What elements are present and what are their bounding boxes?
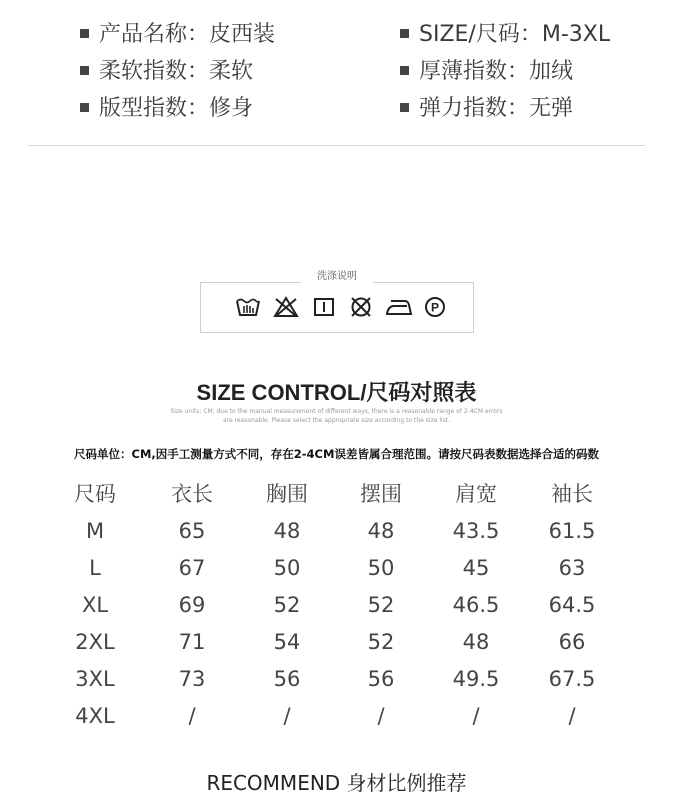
- table-header: 肩宽: [455, 482, 497, 506]
- iron-low-icon: [385, 297, 413, 317]
- table-cell: 67.5: [548, 667, 596, 691]
- size-subtitle-line1: Size units: CM, due to the manual measurement of different ways, there is a reasonable range of 2-4CM errors: [170, 408, 503, 415]
- table-header: 衣长: [171, 482, 213, 506]
- attr-product-name: [80, 20, 275, 50]
- section-divider: [28, 145, 645, 146]
- table-cell: XL: [81, 593, 109, 617]
- bullet-square-icon: [80, 103, 89, 112]
- care-instructions: [200, 270, 474, 334]
- table-cell: 45: [462, 556, 490, 580]
- dry-clean-p-icon: [423, 296, 447, 318]
- attr-fit: [80, 94, 253, 124]
- table-cell: L: [89, 556, 101, 580]
- table-cell: 64.5: [548, 593, 596, 617]
- bullet-square-icon: [80, 29, 89, 38]
- table-cell: 46.5: [452, 593, 500, 617]
- product-attributes: [0, 18, 673, 128]
- attr-size-range-text: SIZE/尺码：M-3XL: [419, 22, 611, 47]
- table-cell: 49.5: [452, 667, 500, 691]
- table-cell: /: [188, 704, 196, 728]
- table-cell: /: [377, 704, 385, 728]
- bullet-square-icon: [80, 66, 89, 75]
- table-cell: 50: [273, 556, 301, 580]
- dry-clean-letter: P: [430, 300, 440, 315]
- bullet-square-icon: [400, 66, 409, 75]
- table-cell: 73: [178, 667, 206, 691]
- table-cell: 52: [367, 630, 395, 654]
- table-cell: /: [568, 704, 576, 728]
- size-subtitle-line2: are reasonable. Please select the appropriate size according to the size list.: [222, 417, 451, 424]
- care-title: 洗涤说明: [317, 271, 357, 282]
- table-cell: 43.5: [452, 519, 500, 543]
- attr-product-name-text: 产品名称：皮西装: [99, 22, 276, 47]
- table-cell: /: [283, 704, 291, 728]
- size-control-title: SIZE CONTROL/尺码对照表: [196, 380, 477, 405]
- table-cell: /: [472, 704, 480, 728]
- attr-softness: [80, 57, 253, 87]
- table-cell: 50: [367, 556, 395, 580]
- table-cell: 4XL: [75, 704, 115, 728]
- no-tumble-dry-icon: [349, 296, 373, 318]
- bullet-square-icon: [400, 29, 409, 38]
- table-cell: M: [85, 519, 105, 543]
- table-cell: 52: [273, 593, 301, 617]
- attr-thickness-text: 厚薄指数：加绒: [419, 59, 574, 84]
- no-bleach-icon: [273, 296, 299, 318]
- table-cell: 69: [178, 593, 206, 617]
- table-header: 尺码: [74, 482, 116, 506]
- line-dry-icon: [313, 297, 335, 317]
- table-cell: 48: [367, 519, 395, 543]
- attr-thickness: [400, 57, 573, 87]
- recommend-title: RECOMMEND 身材比例推荐: [206, 771, 467, 795]
- table-cell: 71: [178, 630, 206, 654]
- attr-size-range: [400, 20, 610, 50]
- table-cell: 52: [367, 593, 395, 617]
- attr-softness-text: 柔软指数：柔软: [99, 59, 254, 84]
- table-header: 袖长: [551, 482, 593, 506]
- table-cell: 54: [273, 630, 301, 654]
- table-cell: 3XL: [75, 667, 115, 691]
- attr-elasticity-text: 弹力指数：无弹: [419, 96, 574, 121]
- table-cell: 48: [462, 630, 490, 654]
- care-icon-box: [200, 282, 474, 333]
- table-cell: 2XL: [75, 630, 115, 654]
- attr-elasticity: [400, 94, 573, 124]
- hand-wash-icon: [235, 296, 261, 318]
- table-cell: 56: [367, 667, 395, 691]
- table-cell: 67: [178, 556, 206, 580]
- table-cell: 63: [558, 556, 586, 580]
- table-cell: 56: [273, 667, 301, 691]
- table-cell: 65: [178, 519, 206, 543]
- bullet-square-icon: [400, 103, 409, 112]
- table-header: 摆围: [360, 482, 402, 506]
- attr-fit-text: 版型指数：修身: [99, 96, 254, 121]
- table-cell: 61.5: [548, 519, 596, 543]
- table-cell: 66: [558, 630, 586, 654]
- table-header: 胸围: [266, 482, 308, 506]
- table-cell: 48: [273, 519, 301, 543]
- size-unit-note: 尺码单位：CM,因手工测量方式不同，存在2-4CM误差皆属合理范围。请按尺码表数据选择合适的码数: [74, 447, 599, 461]
